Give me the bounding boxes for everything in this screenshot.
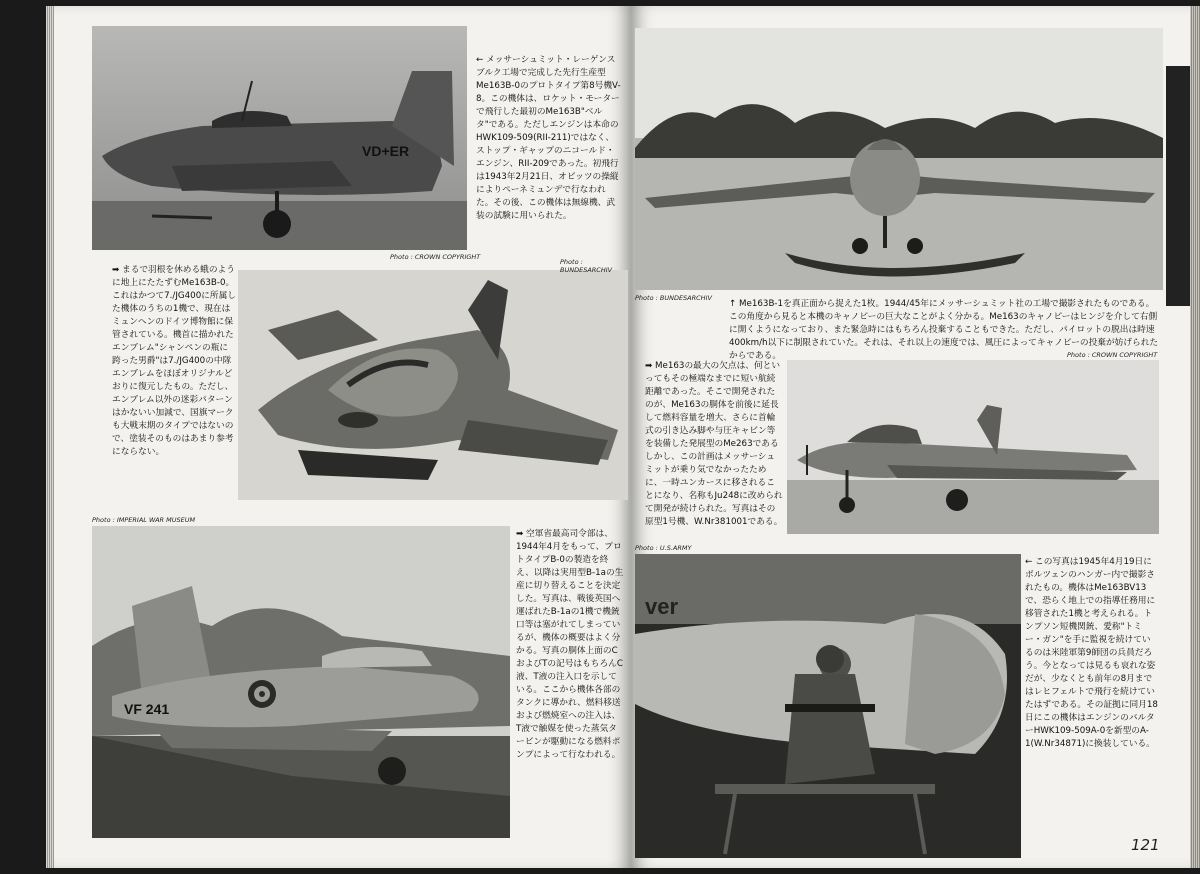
page-number: 121 <box>1131 836 1160 854</box>
section-tab <box>1166 66 1190 306</box>
marking-b1a-serial: VF 241 <box>124 701 170 717</box>
photo-me163-v8 <box>92 26 467 250</box>
caption-hangar: ← この写真は1945年4月19日にボルツェンのハンガー内で撮影されたもの。機体はMe163BV13で、恐らく地上での指導任務用に移管された1機と考えられる。トンプソン短機関銃、愛称"トミー・ガン"を手に監視を続けているのは米陸軍第9師団の兵員だろう。今となっては見るも哀れな姿だが、少なくとも前年の8月まではレヒフェルトで飛行を続けていたはずである。その証拠に同月18日にこの機体はエンジンのバルターHWK109-509A-0を新型のA-1(W.Nr34871)に換装している。 <box>1025 557 1158 749</box>
credit-photo-5: Photo : CROWN COPYRIGHT <box>1067 351 1158 359</box>
credit-photo-3: Photo : IMPERIAL WAR MUSEUM <box>92 516 196 524</box>
marking-hangar-sign: ver <box>645 594 679 619</box>
photo-me163-b1a <box>92 526 510 838</box>
credit-photo-6: Photo : U.S.ARMY <box>635 544 692 552</box>
photo-me163-front <box>635 28 1163 290</box>
page-edge <box>46 6 54 868</box>
caption-front: ↑ Me163B-1を真正面から捉えた1枚。1944/45年にメッサーシュミット社の工場で撮影されたものである。この角度から見ると本機のキャノピーの巨大なことがよく分かる。Me163のキャノピーはヒンジを介して右側に開くようになっており、また緊急時にはもちろん投棄することもできた。ただし、パイロットの脱出は時速400km/h以下に制限されていた。それは、それ以上の速度では、風圧によってキャノピーの投棄が妨げられたからである。 <box>729 299 1159 361</box>
caption-v8: ← メッサーシュミット・レーゲンスブルク工場で完成した先行生産型Me163B-0のプロトタイプ第8号機V-8。この機体は、ロケット・モーターで飛行した最初のMe163B"ベルタ"である。ただしエンジンは本命のHWK109-509(RII-211)ではなく、ストップ・ギャップのニコールド・エンジン、RII-209であった。初飛行は1943年2月21日、オビッツの操縦によりペーネミュンデで行なわれた。その後、この機体は無線機、武装の試験に用いられた。 <box>476 55 621 221</box>
caption-me263: ➡ Me163の最大の欠点は、何といってもその極端なまでに短い航続距離であった。そこで開発されたのが、Me163の胴体を前後に延長して燃料容量を増大、さらに首輪式の引き込み脚や与圧キャビン等を装備した発展型のMe263であるしかし、この計画はメッサーシュミットが乗り気でなかったために、一時ユンカースに移されることになり、名称もJu248に改められて開発が続けられた。写真はその原型1号機、W.Nr381001である。 <box>645 361 783 527</box>
photo-hangar <box>635 554 1021 858</box>
left-page <box>46 6 631 868</box>
credit-photo-1: Photo : CROWN COPYRIGHT <box>390 253 481 261</box>
photo-me163-museum <box>238 270 628 500</box>
credit-photo-2: Photo : BUNDESARCHIV <box>560 258 613 274</box>
caption-b1a: ➡ 空軍省最高司令部は、1944年4月をもって、プロトタイプB-0の製造を終え、以降は実用型B-1aの生産に切り替えることを決定した。写真は、戦後英国へ運ばれたB-1aの1機で機銃口等は塞がれてしまっているが、機体の概要はよく分かる。写真の胴体上面のCおよびTの記号はもちろんC液、T液の注入口を示している。ここから機体各部のタンクに導かれ、燃料移送および燃焼室への注入は、T液で触媒を使った蒸気タービンが駆動になる燃料ポンプによって行なわれる。 <box>516 529 624 760</box>
right-page <box>631 6 1200 868</box>
credit-photo-4: Photo : BUNDESARCHIV <box>635 294 712 302</box>
page-edge-right <box>1190 6 1200 868</box>
caption-museum: ➡ まるで羽根を休める蛾のように地上にたたずむMe163B-0。これはかつて7./JG400に所属した機体のうちの1機で、現在はミュンヘンのドイツ博物館に保管されている。機首に描かれたエンブレム"シャンペンの瓶に跨った男爵"は7./JG400の中隊エンブレムをほぼオリジナルどおりに復元したもの。ただし、エンブレム以外の迷彩パターンはかないい加減で、国旗マークも大戦末期のタイプではないので、塗装そのものはあまり参考にならない。 <box>112 265 236 457</box>
magazine-spread <box>38 6 1200 868</box>
marking-v8-code: VD+ER <box>362 143 410 159</box>
photo-me263 <box>787 360 1159 534</box>
